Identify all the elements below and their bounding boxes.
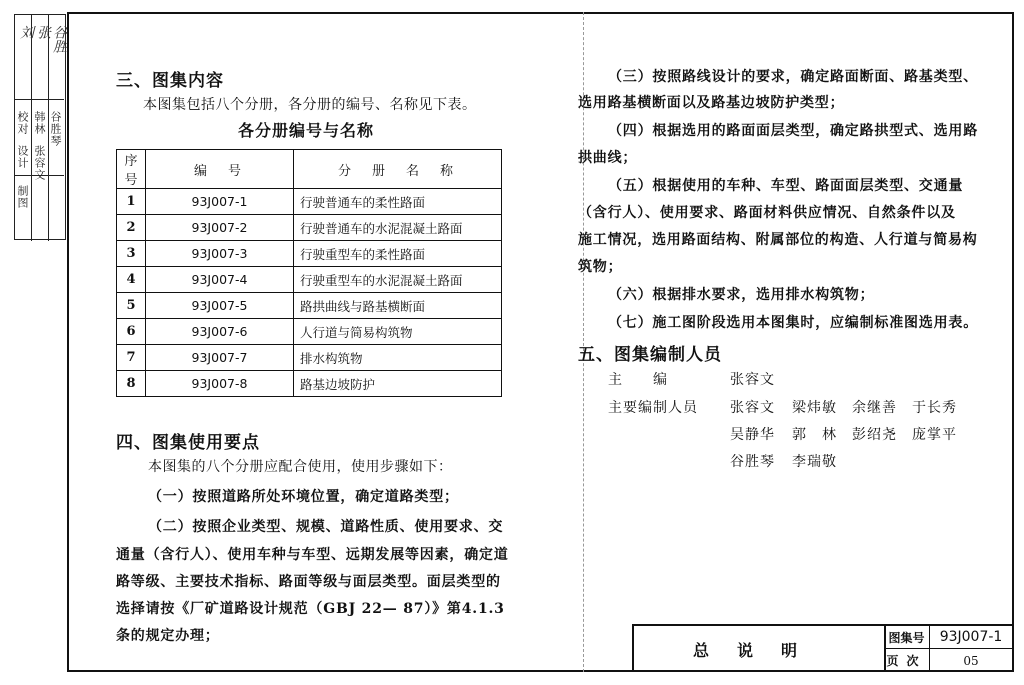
side-person-2: 张容文: [33, 145, 46, 181]
staff-name: 彭绍尧: [852, 427, 897, 443]
staff-name: 梁炜敏: [792, 400, 837, 416]
step-2-line-1: （二）按照企业类型、规模、道路性质、使用要求、交: [148, 519, 504, 535]
step-2-line-5: 条的规定办理；: [116, 628, 220, 644]
staff-name: 张容文: [730, 400, 775, 416]
table-header-row: [117, 150, 502, 189]
row-name: 行驶普通车的水泥混凝土路面: [294, 215, 502, 241]
staff-name: 郭 林: [792, 427, 837, 443]
chief-editor-name: 张容文: [730, 372, 775, 388]
side-person-3: 谷胜琴: [49, 111, 62, 147]
staff-name: 吴静华: [730, 427, 775, 443]
row-name: 行驶普通车的柔性路面: [294, 189, 502, 215]
table-row: [117, 345, 502, 371]
volume-table: [116, 149, 502, 397]
row-index: 7: [117, 345, 146, 371]
step-3-line-2: 选用路基横断面以及路基边坡防护类型；: [578, 95, 845, 111]
row-name: 人行道与简易构筑物: [294, 319, 502, 345]
table-title: 各分册编号与名称: [238, 121, 375, 140]
table-row: [117, 215, 502, 241]
page-label: 页次: [884, 649, 930, 672]
table-header: 编 号: [146, 150, 294, 189]
step-7: （七）施工图阶段选用本图集时，应编制标准图选用表。: [608, 315, 978, 331]
title-block: [632, 624, 1012, 672]
step-3-line-1: （三）按照路线设计的要求，确定路面断面、路基类型、: [608, 69, 978, 85]
row-index: 1: [117, 189, 146, 215]
row-code: 93J007-7: [146, 345, 294, 371]
row-index: 6: [117, 319, 146, 345]
section4-heading: 四、图集使用要点: [116, 433, 260, 453]
step-4-line-1: （四）根据选用的路面面层类型，确定路拱型式、选用路: [608, 123, 978, 139]
table-row: [117, 241, 502, 267]
table-row: [117, 319, 502, 345]
signature-3: 谷胜: [51, 25, 67, 53]
row-index: 3: [117, 241, 146, 267]
step-5-line-2: （含行人）、使用要求、路面材料供应情况、自然条件以及: [578, 205, 956, 221]
step-6: （六）根据排水要求，选用排水构筑物；: [608, 287, 875, 303]
side-person-1: 韩林: [33, 111, 46, 135]
row-name: 路基边坡防护: [294, 371, 502, 397]
step-5-line-4: 筑物；: [578, 259, 623, 275]
row-name: 行驶重型车的水泥混凝土路面: [294, 267, 502, 293]
section5-heading: 五、图集编制人员: [578, 345, 722, 365]
table-header: 序号: [117, 150, 146, 189]
signature-1: 刘: [18, 25, 34, 39]
row-code: 93J007-4: [146, 267, 294, 293]
row-name: 路拱曲线与路基横断面: [294, 293, 502, 319]
table-row: [117, 371, 502, 397]
row-code: 93J007-3: [146, 241, 294, 267]
approval-panel: [14, 14, 66, 240]
table-row: [117, 293, 502, 319]
staff-name: 谷胜琴: [730, 454, 775, 470]
row-name: 排水构筑物: [294, 345, 502, 371]
section4-intro: 本图集的八个分册应配合使用，使用步骤如下：: [148, 459, 453, 475]
row-index: 4: [117, 267, 146, 293]
row-index: 5: [117, 293, 146, 319]
row-code: 93J007-5: [146, 293, 294, 319]
side-role-1: 校对: [16, 111, 29, 135]
row-index: 8: [117, 371, 146, 397]
atlas-no: 93J007-1: [930, 626, 1012, 649]
table-row: [117, 267, 502, 293]
step-1: （一）按照道路所处环境位置，确定道路类型；: [148, 489, 459, 505]
step-2-line-4: 选择请按《厂矿道路设计规范（GBJ 22— 87）》第4.1.3: [116, 601, 505, 617]
section3-heading: 三、图集内容: [116, 71, 224, 91]
step-5-line-1: （五）根据使用的车种、车型、路面面层类型、交通量: [608, 178, 964, 194]
row-code: 93J007-8: [146, 371, 294, 397]
section3-intro: 本图集包括八个分册，各分册的编号、名称见下表。: [143, 97, 477, 113]
row-index: 2: [117, 215, 146, 241]
side-role-3: 制图: [16, 185, 29, 209]
drawing-title: 总说明: [634, 626, 886, 672]
page-no: 05: [963, 653, 979, 668]
row-code: 93J007-2: [146, 215, 294, 241]
table-row: [117, 189, 502, 215]
staff-name: 庞掌平: [912, 427, 957, 443]
staff-name: 余继善: [852, 400, 897, 416]
row-code: 93J007-6: [146, 319, 294, 345]
atlas-no-label: 图集号: [884, 626, 930, 649]
step-2-line-2: 通量（含行人）、使用车种与车型、远期发展等因素，确定道: [116, 547, 509, 563]
staff-name: 李瑞敬: [792, 454, 837, 470]
step-2-line-3: 路等级、主要技术指标、路面等级与面层类型。面层类型的: [116, 574, 501, 590]
step-4-line-2: 拱曲线；: [578, 150, 638, 166]
side-role-2: 设计: [16, 145, 29, 169]
staff-name: 于长秀: [912, 400, 957, 416]
table-header: 分 册 名 称: [294, 150, 502, 189]
staff-label: 主要编制人员: [608, 400, 698, 416]
row-name: 行驶重型车的柔性路面: [294, 241, 502, 267]
step-5-line-3: 施工情况，选用路面结构、附属部位的构造、人行道与简易构: [578, 232, 978, 248]
signature-2: 张: [35, 25, 51, 39]
row-code: 93J007-1: [146, 189, 294, 215]
chief-editor-label: 主 编: [608, 372, 668, 388]
